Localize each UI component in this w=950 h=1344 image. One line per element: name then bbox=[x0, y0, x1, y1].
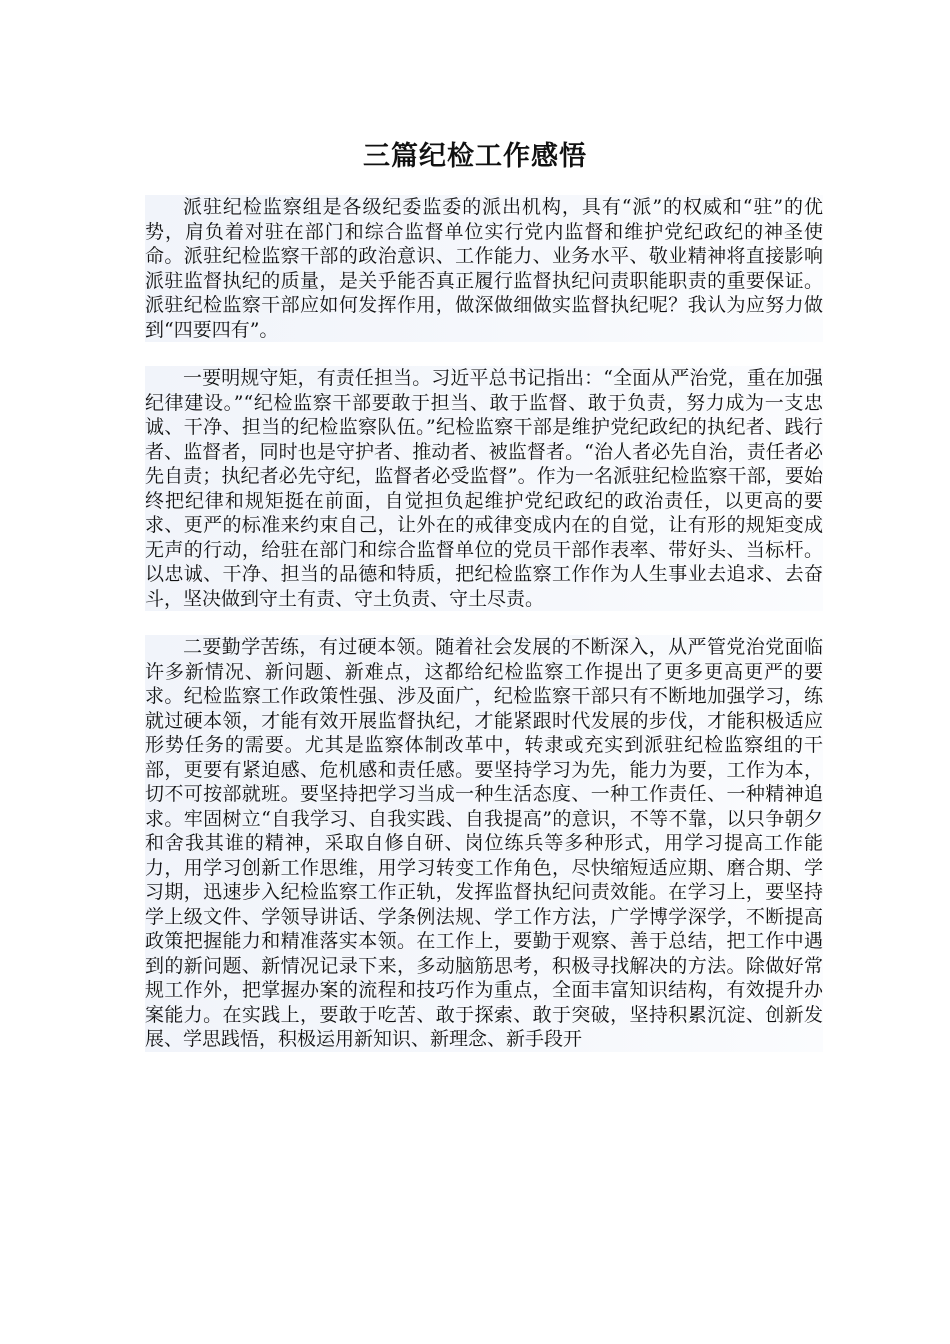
document-title: 三篇纪检工作感悟 bbox=[363, 141, 587, 172]
paragraph-study: 二要勤学苦练，有过硬本领。随着社会发展的不断深入，从严管党治党面临许多新情况、新问题、新难点，这都给纪检监察工作提出了更多更高更严的要求。纪检监察工作政策性强、涉及面广，纪检监察干部只有不断地加强学习，练就过硬本领，才能有效开展监督执纪，才能紧跟时代发展的步伐，才能积极适应形势任务的需要。尤其是监察体制改革中，转隶或充实到派驻纪检监察组的干部，更要有紧迫感、危机感和责任感。要坚持学习为先，能力为要，工作为本，切不可按部就班。要坚持把学习当成一种生活态度、一种工作责任、一种精神追求。牢固树立“自我学习、自我实践、自我提高”的意识，不等不靠，以只争朝夕和舍我其谁的精神，采取自修自研、岗位练兵等多种形式，用学习提高工作能力，用学习创新工作思维，用学习转变工作角色，尽快缩短适应期、磨合期、学习期，迅速步入纪检监察工作正轨，发挥监督执纪问责效能。在学习上，要坚持学上级文件、学领导讲话、学条例法规、学工作方法，广学博学深学，不断提高政策把握能力和精准落实本领。在工作上，要勤于观察、善于总结，把工作中遇到的新问题、新情况记录下来，多动脑筋思考，积极寻找解决的方法。除做好常规工作外，把掌握办案的流程和技巧作为重点，全面丰富知识结构，有效提升办案能力。在实践上，要敢于吃苦、敢于探索、敢于突破，坚持积累沉淀、创新发展、学思践悟，积极运用新知识、新理念、新手段开 bbox=[145, 636, 823, 1050]
paragraph-intro: 派驻纪检监察组是各级纪委监委的派出机构，具有“派”的权威和“驻”的优势，肩负着对驻在部门和综合监督单位实行党内监督和维护党纪政纪的神圣使命。派驻纪检监察干部的政治意识、工作能力、业务水平、敬业精神将直接影响派驻监督执纪的质量，是关乎能否真正履行监督执纪问责职能职责的重要保证。派驻纪检监察干部应如何发挥作用，做深做细做实监督执纪呢？我认为应努力做到“四要四有”。 bbox=[145, 196, 823, 341]
document-body bbox=[145, 195, 823, 1076]
paragraph-discipline: 一要明规守矩，有责任担当。习近平总书记指出：“全面从严治党，重在加强纪律建设。”“纪检监察干部要敢于担当、敢于监督、敢于负责，努力成为一支忠诚、干净、担当的纪检监察队伍。”纪检监察干部是维护党纪政纪的执纪者、践行者、监督者，同时也是守护者、推动者、被监督者。“治人者必先自治，责任者必先自责；执纪者必先守纪，监督者必受监督”。作为一名派驻纪检监察干部，要始终把纪律和规矩挺在前面，自觉担负起维护党纪政纪的政治责任，以更高的要求、更严的标准来约束自己，让外在的戒律变成内在的自觉，让有形的规矩变成无声的行动，给驻在部门和综合监督单位的党员干部作表率、带好头、当标杆。以忠诚、干净、担当的品德和特质，把纪检监察工作作为人生事业去追求、去奋斗，坚决做到守土有责、守土负责、守土尽责。 bbox=[145, 367, 823, 610]
